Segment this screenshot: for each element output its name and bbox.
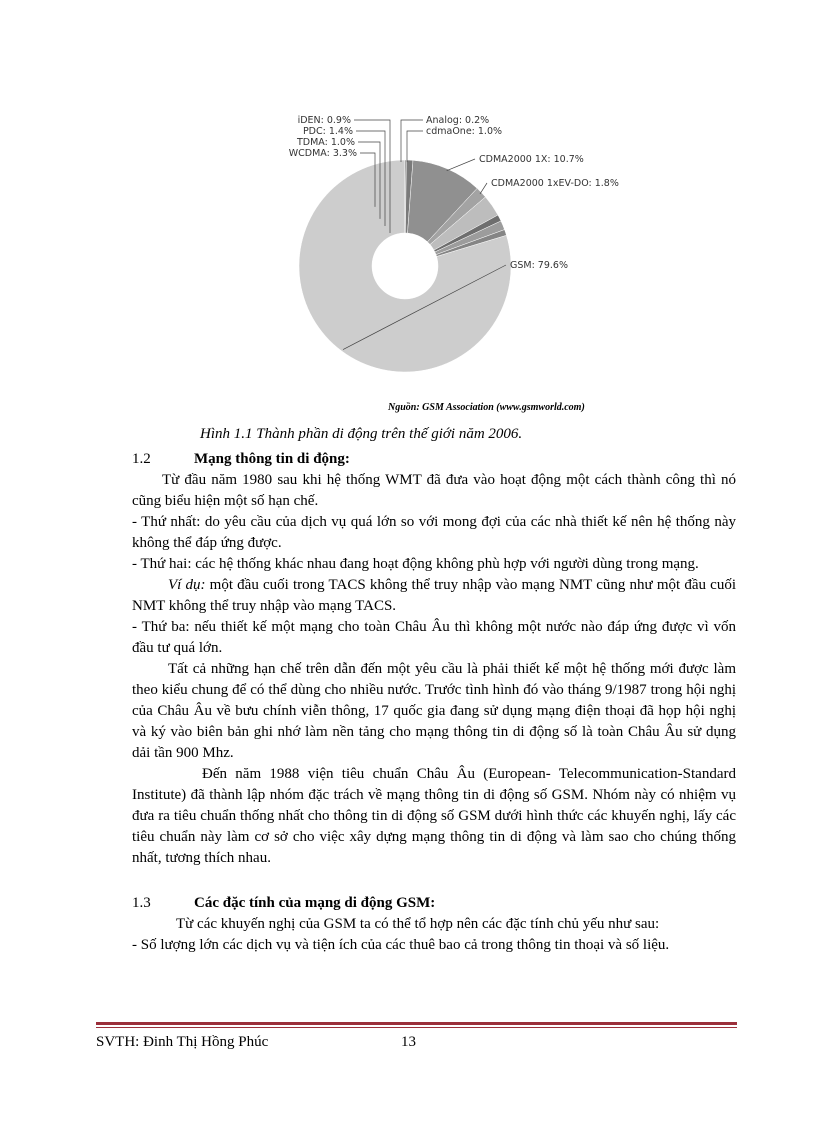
example-label: Ví dụ: bbox=[168, 577, 206, 593]
footer-author: SVTH: Đinh Thị Hồng Phúc bbox=[96, 1034, 269, 1050]
label-cdma2000-1x: CDMA2000 1X: 10.7% bbox=[479, 154, 584, 165]
section-1-2-body bbox=[132, 470, 736, 869]
footer-rule-thick bbox=[96, 1022, 737, 1025]
leader-line bbox=[407, 131, 423, 162]
section-heading-1-3 bbox=[132, 893, 435, 914]
figure-caption: Hình 1.1 Thành phần di động trên thế giới năm 2006. bbox=[200, 426, 523, 442]
section-title: Mạng thông tin di động: bbox=[194, 451, 350, 467]
paragraph: Đến năm 1988 viện tiêu chuẩn Châu Âu (European- Telecommunication-Standard Institute) đã thành lập nhóm đặc trách về mạng thông tin di động số GSM. Nhóm này có nhiệm vụ đưa ra tiêu chuẩn thống nhất cho thông tin di động số GSM dưới hình thức các khuyến nghị, lấy các tiêu chuẩn này làm cơ sở cho việc xây dựng mạng thông tin di động và làm sao cho chúng thống nhất, tương thích nhau. bbox=[132, 766, 736, 866]
paragraph: - Số lượng lớn các dịch vụ và tiện ích của các thuê bao cả trong thông tin thoại và số liệu. bbox=[132, 937, 670, 953]
section-title: Các đặc tính của mạng di động GSM: bbox=[194, 895, 436, 911]
paragraph: Từ đầu năm 1980 sau khi hệ thống WMT đã đưa vào hoạt động một cách thành công thì nó cũng biểu hiện một số hạn chế. bbox=[132, 472, 736, 509]
label-cdma2000-1xev-do: CDMA2000 1xEV-DO: 1.8% bbox=[491, 178, 619, 189]
footer-rule-thin bbox=[96, 1027, 737, 1028]
leader-line bbox=[480, 183, 487, 194]
label-gsm: GSM: 79.6% bbox=[510, 260, 568, 271]
figure-source: Nguồn: GSM Association (www.gsmworld.com) bbox=[388, 402, 585, 413]
paragraph: - Thứ ba: nếu thiết kế một mạng cho toàn Châu Âu thì không một nước nào đáp ứng được vì vốn đầu tư quá lớn. bbox=[132, 619, 736, 656]
label-wcdma: WCDMA: 3.3% bbox=[288, 148, 357, 159]
market-share-donut-chart bbox=[266, 108, 656, 390]
section-heading-1-2 bbox=[132, 449, 350, 470]
label-iden: iDEN: 0.9% bbox=[297, 115, 351, 126]
footer-page-number: 13 bbox=[401, 1034, 416, 1050]
section-1-3-body bbox=[132, 914, 736, 956]
label-tdma: TDMA: 1.0% bbox=[296, 137, 355, 148]
label-cdmaone: cdmaOne: 1.0% bbox=[426, 126, 503, 137]
example-text: một đầu cuối trong TACS không thể truy nhập vào mạng NMT cũng như một đầu cuối NMT không thể truy nhập vào mạng TACS. bbox=[132, 577, 736, 614]
paragraph: Tất cả những hạn chế trên dẫn đến một yêu cầu là phải thiết kế một hệ thống mới được làm theo kiểu chung để có thể dùng cho nhiều nước. Trước tình hình đó vào tháng 9/1987 trong hội nghị của Châu Âu về bưu chính viễn thông, 17 quốc gia đang sử dụng mạng điện thoại đã họp hội nghị và ký vào biên bản ghi nhớ làm nền tảng cho mạng thông tin di động số là toàn Châu Âu sử dụng dải tần 900 Mhz. bbox=[132, 661, 736, 761]
paragraph: - Thứ hai: các hệ thống khác nhau đang hoạt động không phù hợp với người dùng trong mạng. bbox=[132, 556, 699, 572]
leader-line bbox=[447, 159, 475, 171]
label-analog: Analog: 0.2% bbox=[426, 115, 490, 126]
section-number: 1.3 bbox=[132, 895, 151, 911]
leader-line bbox=[401, 120, 423, 162]
example-paragraph bbox=[132, 575, 736, 617]
label-pdc: PDC: 1.4% bbox=[302, 126, 353, 137]
paragraph: Từ các khuyến nghị của GSM ta có thể tổ hợp nên các đặc tính chủ yếu như sau: bbox=[176, 916, 660, 932]
paragraph: - Thứ nhất: do yêu cầu của dịch vụ quá lớn so với mong đợi của các nhà thiết kế nên hệ thống này không thể đáp ứng được. bbox=[132, 514, 736, 551]
section-number: 1.2 bbox=[132, 451, 151, 467]
